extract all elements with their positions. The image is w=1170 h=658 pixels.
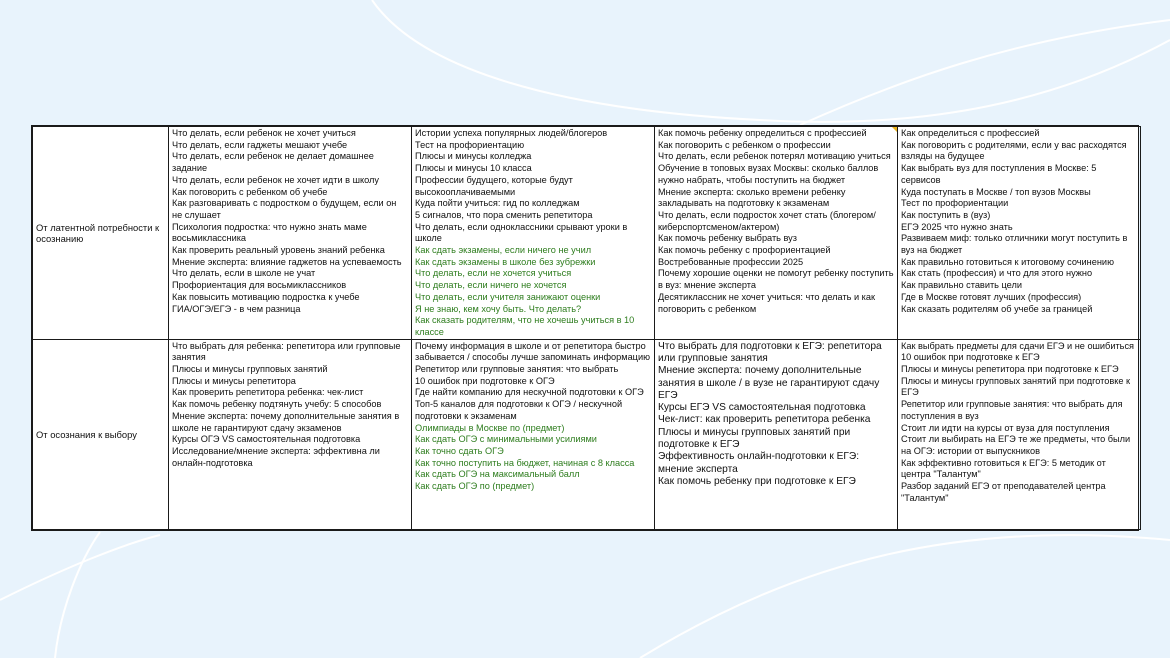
topic-item: Плюсы и минусы репетитора — [172, 375, 296, 386]
topic-item: Профессии будущего, которые будут высокооплачиваемыми — [415, 174, 573, 197]
topic-item: Тест на профориентацию — [415, 139, 525, 150]
topic-item: Как помочь ребенку подтянуть учебу: 5 способов — [172, 399, 382, 410]
topic-item: 5 сигналов, что пора сменить репетитора — [415, 209, 593, 220]
topic-item: Как стать (профессия) и что для этого нужно — [901, 268, 1093, 279]
topic-item: Как точно поступить на бюджет, начиная с 8 класса — [415, 457, 635, 468]
topic-item: Репетитор или групповые занятия: что выбрать — [415, 364, 619, 375]
topic-item: Почему информация в школе и от репетитора быстро забывается / способы лучше запоминать информацию — [415, 340, 650, 363]
topic-item: Востребованные профессии 2025 — [658, 256, 804, 267]
table-cell[interactable] — [412, 339, 655, 529]
topic-item: Что делать, если не хочется учиться — [415, 268, 572, 279]
topic-item: Почему хорошие оценки не помогут ребенку поступить в вуз: мнение эксперта — [658, 268, 894, 291]
topic-item: Обучение в топовых вузах Москвы: сколько баллов нужно набрать, чтобы поступить на бюджет — [658, 163, 879, 185]
topic-item: Профориентация для восьмиклассников — [172, 280, 347, 291]
topic-item: Где найти компанию для нескучной подготовки к ОГЭ — [415, 387, 644, 398]
topic-item: Исследование/мнение эксперта: эффективна ли онлайн-подготовка — [172, 445, 380, 468]
topic-item: Репетитор или групповые занятия: что выбрать для поступления в вуз — [901, 399, 1123, 421]
topic-item: Что делать, если ребенок не хочет учиться — [172, 128, 356, 138]
topic-item: Как сдать ОГЭ по (предмет) — [415, 481, 535, 492]
topic-item: Как помочь ребенку выбрать вуз — [658, 233, 797, 244]
topic-item: Что делать, если в школе не учат — [172, 268, 316, 279]
topic-item: Как поговорить с родителями, если у вас расходятся взляды на будущее — [901, 139, 1127, 162]
topic-item: Как поговорить с ребенком о профессии — [658, 139, 831, 150]
topic-item: Мнение эксперта: почему дополнительные занятия в школе / в вузе не гарантируют сдачу ЕГЭ — [658, 365, 880, 401]
topic-item: Что выбрать для подготовки к ЕГЭ: репетитора или групповые занятия — [658, 340, 882, 364]
table-cell[interactable] — [655, 127, 898, 340]
topic-item: Как выбрать предметы для сдачи ЕГЭ и не ошибиться — [901, 340, 1135, 351]
topic-item: Как сказать родителям об учебе за границей — [901, 303, 1093, 314]
table-cell[interactable] — [898, 339, 1141, 529]
table-cell[interactable] — [169, 127, 412, 340]
topic-item: Чек-лист: как проверить репетитора ребенка — [658, 414, 871, 426]
table-cell[interactable] — [412, 127, 655, 340]
topic-item: Мнение эксперта: сколько времени ребенку закладывать на подготовку к экзаменам — [658, 186, 846, 209]
topic-item: ЕГЭ 2025 что нужно знать — [901, 221, 1013, 232]
topic-item: Эффективность онлайн-подготовки к ЕГЭ: мнение эксперта — [658, 451, 860, 475]
topic-item: Как выбрать вуз для поступления в Москве: 5 сервисов — [901, 163, 1097, 185]
topic-item: Как проверить репетитора ребенка: чек-лист — [172, 387, 364, 398]
topic-item: Что выбрать для ребенка: репетитора или групповые занятия — [172, 340, 401, 363]
topic-item: Как сдать экзамены, если ничего не учил — [415, 245, 592, 256]
topic-item: Как повысить мотивацию подростка к учебе — [172, 291, 360, 302]
topic-item: Где в Москве готовят лучших (профессия) — [901, 291, 1082, 302]
topic-item: Как помочь ребенку при подготовке к ЕГЭ — [658, 475, 856, 487]
topic-item: Топ-5 каналов для подготовки к ОГЭ / нескучной подготовки к экзаменам — [415, 399, 623, 421]
topic-item: Мнение эксперта: почему дополнительные занятия в школе не гарантируют сдачу экзаменов — [172, 410, 400, 433]
topic-item: Как правильно ставить цели — [901, 280, 1022, 291]
topic-item: Что делать, если гаджеты мешают учебе — [172, 139, 348, 150]
topic-item: Стоит ли идти на курсы от вуза для поступления — [901, 422, 1110, 433]
topic-item: Как помочь ребенку с профориентацией — [658, 245, 831, 256]
topic-item: Тест по профориентации — [901, 198, 1009, 209]
topic-item: Олимпиады в Москве по (предмет) — [415, 422, 565, 433]
topic-item: Что делать, если ребенок потерял мотивацию учиться — [658, 151, 891, 162]
topic-item: Как сказать родителям, что не хочешь учиться в 10 классе — [415, 315, 635, 337]
topic-item: Как поступить в (вуз) — [901, 209, 991, 220]
table-row — [33, 339, 1141, 529]
content-plan-table — [31, 125, 1139, 531]
topic-item: Как правильно готовиться к итоговому сочинению — [901, 256, 1114, 267]
topic-item: Что делать, если ребенок не делает домашнее задание — [172, 151, 374, 174]
topic-item: Что делать, если ничего не хочется — [415, 280, 567, 291]
table-cell[interactable] — [655, 339, 898, 529]
topic-item: Мнение эксперта: влияние гаджетов на успеваемость — [172, 256, 402, 267]
topic-item: Плюсы и минусы групповых занятий при подготовке к ЕГЭ — [658, 426, 851, 451]
topic-item: Плюсы и минусы 10 класса — [415, 163, 532, 174]
table-cell[interactable] — [169, 339, 412, 529]
topic-item: ГИА/ОГЭ/ЕГЭ - в чем разница — [172, 303, 301, 314]
topic-item: Что делать, если учителя занижают оценки — [415, 291, 601, 302]
topic-item: Куда пойти учиться: гид по колледжам — [415, 198, 580, 209]
topic-item: Как сдать ОГЭ с минимальными усилиями — [415, 434, 597, 445]
topic-item: Как сдать экзамены в школе без зубрежки — [415, 256, 596, 267]
topic-item: Истории успеха популярных людей/блогеров — [415, 128, 608, 138]
topic-item: Стоит ли выбирать на ЕГЭ те же предметы, что были на ОГЭ: истории от выпускников — [901, 434, 1131, 456]
table-cell[interactable] — [898, 127, 1141, 340]
topic-item: Куда поступать в Москве / топ вузов Москвы — [901, 186, 1091, 197]
topic-item: Я не знаю, кем хочу быть. Что делать? — [415, 303, 582, 314]
topic-item: Психология подростка: что нужно знать маме восьмиклассника — [172, 221, 367, 244]
topic-item: Как эффективно готовиться к ЕГЭ: 5 методик от центра "Талантум" — [901, 457, 1106, 480]
topic-item: Как проверить реальный уровень знаний ребенка — [172, 245, 385, 256]
topic-item: Плюсы и минусы колледжа — [415, 151, 532, 162]
topic-item: Плюсы и минусы репетитора при подготовке к ЕГЭ — [901, 364, 1119, 375]
row-label: От осознания к выбору — [33, 339, 169, 529]
topic-item: Десятиклассник не хочет учиться: что делать и как поговорить с ребенком — [658, 291, 876, 314]
topic-item: Как поговорить с ребенком об учебе — [172, 186, 328, 197]
topic-item: Плюсы и минусы групповых занятий при подготовке к ЕГЭ — [901, 375, 1131, 398]
topic-item: Что делать, если одноклассники срывают уроки в школе — [415, 221, 628, 244]
topic-item: Как помочь ребенку определиться с профессией — [658, 128, 867, 138]
topic-item: Разбор заданий ЕГЭ от преподавателей центра "Талантум" — [901, 481, 1106, 503]
topic-item: Как точно сдать ОГЭ — [415, 445, 504, 456]
comment-marker-icon[interactable] — [892, 127, 897, 132]
topic-item: Что делать, если подросток хочет стать (блогером/киберспортсменом/актером) — [658, 209, 876, 232]
topic-item: 10 ошибок при подготовке к ОГЭ — [415, 375, 555, 386]
topic-item: Курсы ОГЭ VS самостоятельная подготовка — [172, 434, 361, 445]
topic-item: Как определиться с профессией — [901, 128, 1040, 138]
topic-item: Плюсы и минусы групповых занятий — [172, 364, 328, 375]
row-label: От латентной потребности к осознанию — [33, 127, 169, 340]
bg-arc-bottom-left-2 — [55, 532, 100, 658]
topic-item: Что делать, если ребенок не хочет идти в школу — [172, 174, 379, 185]
topic-item: 10 ошибок при подготовке к ЕГЭ — [901, 352, 1040, 363]
bg-arc-top — [372, 0, 1170, 122]
topic-item: Развиваем миф: только отличники могут поступить в вуз на бюджет — [901, 233, 1128, 256]
topic-item: Как разговаривать с подростком о будущем, если он не слушает — [172, 198, 397, 220]
bg-arc-bottom-right — [640, 535, 1170, 658]
bg-arc-right — [800, 20, 1170, 125]
topic-item: Как сдать ОГЭ на максимальный балл — [415, 469, 580, 480]
topic-item: Курсы ЕГЭ VS самостоятельная подготовка — [658, 402, 866, 414]
table-row — [33, 127, 1141, 340]
